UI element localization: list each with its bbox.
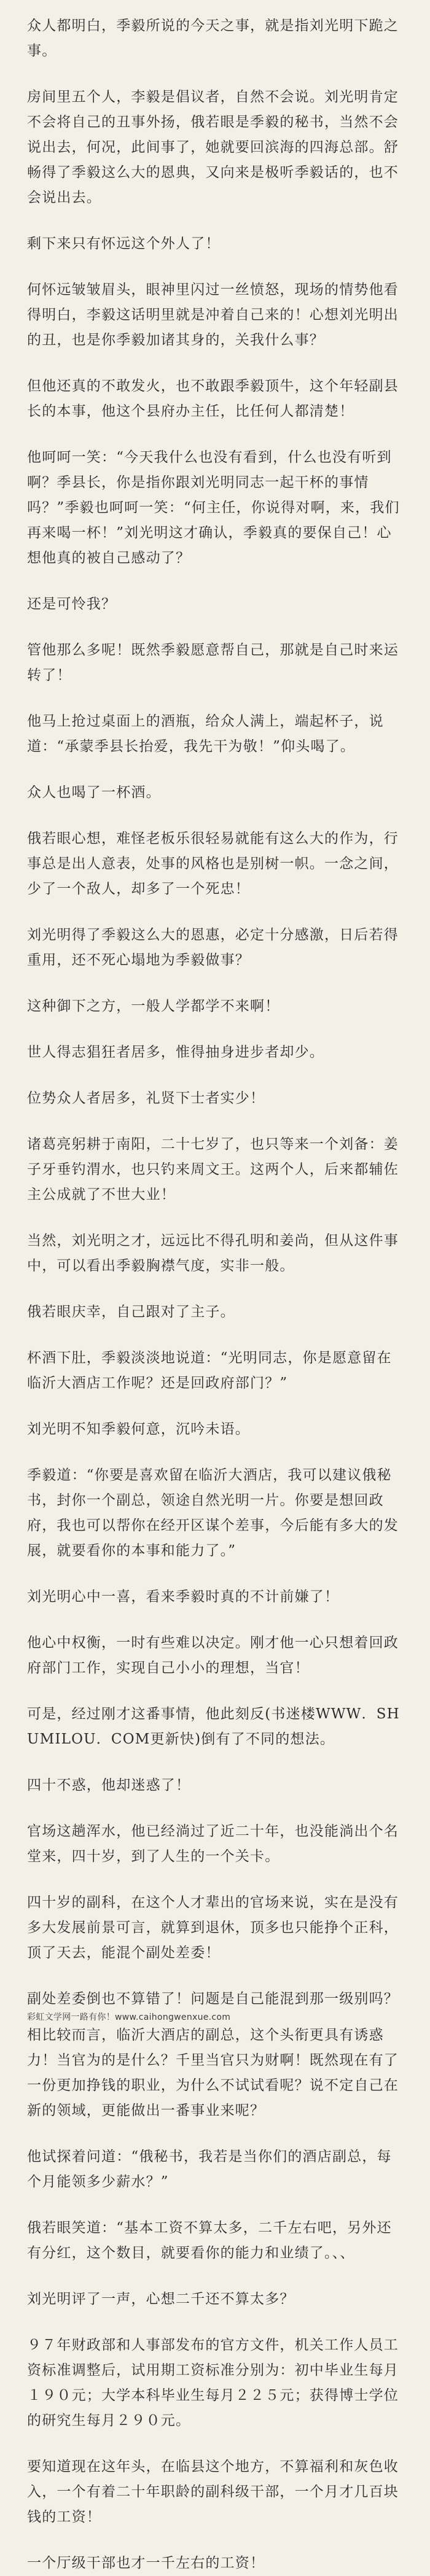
paragraph: 还是可怜我？ xyxy=(27,596,117,612)
paragraph: ９７年财政部和人事部发布的官方文件，机关工作人员工资标准调整后，试用期工资标准分别为：初中毕业生每月１９０元；大学本科毕业生每月２２５元；获得博士学位的研究生每月２９０元。 xyxy=(27,2337,399,2429)
paragraph: 何怀远皱皱眉头，眼神里闪过一丝愤怒，现场的情势他看得明白，李毅这话明里就是冲着自己来的！心想刘光明出的丑，也是你季毅加诸其身的，关我什么事？ xyxy=(27,282,399,348)
paragraph: 四十岁的副科，在这个人才辈出的官场来说，实在是没有多大发展前景可言，就算到退休，顶多也只能挣个正科，顶了天去，能混个副处差委！ xyxy=(27,1895,399,1961)
paragraph: 官场这趟浑水，他已经淌过了近二十年，也没能淌出个名堂来，四十岁，到了人生的一个关卡。 xyxy=(27,1823,399,1864)
site-watermark-line: 彩虹文学网一路有你！www.caihongwenxue.com xyxy=(27,2012,231,2022)
paragraph: 他马上抢过桌面上的酒瓶，给众人满上，端起杯子，说道：“承蒙季县长抬爱，我先干为敬！”仰头喝了。 xyxy=(27,713,384,755)
paragraph: 俄若眼笑道：“基本工资不算太多，二千左右吧，另外还有分红，这个数目，就要看你的能力和业绩了。、、 xyxy=(27,2220,392,2261)
paragraph: 相比较而言，临沂大酒店的副总，这个头衔更具有诱惑力！当官为的是什么？千里当官只为财啊！既然现在有了一份更加挣钱的职业，为什么不试试看呢？说不定自己在新的领域，更能做出一番事业来呢？ xyxy=(27,2027,399,2119)
paragraph: 刘光明得了季毅这么大的恩惠，必定十分感激，日后若得重用，还不死心塌地为季毅做事？ xyxy=(27,927,399,968)
paragraph: 众人也喝了一杯酒。 xyxy=(27,785,161,801)
paragraph: 这种御下之方，一般人学都学不来啊！ xyxy=(27,998,280,1014)
paragraph: 他心中权衡，一时有些难以决定。刚才他一心只想着回政府部门工作，实现自己小小的理想，当官！ xyxy=(27,1635,399,1676)
paragraph: 副处差委倒也不算错了！问题是自己能混到那一级别吗？ xyxy=(27,1991,399,2007)
paragraph: 他呵呵一笑：“今天我什么也没有看到，什么也没有听到啊？季县长，你是指你跟刘光明同志一起干杯的事情吗？”季毅也呵呵一笑：“何主任，你说得对啊，来，我们再来喝一杯！”刘光明这才确认，季毅真的要保自己！心想他真的被自己感动了？ xyxy=(27,449,400,566)
paragraph: 可是，经过刚才这番事情，他此刻反(书迷楼WWW．SHUMILOU．COM更新快)倒有了不同的想法。 xyxy=(27,1706,400,1747)
paragraph: 俄若眼心想，难怪老板乐很轻易就能有这么大的作为，行事总是出人意表，处事的风格也是别树一帜。一念之间，少了一个敌人，却多了一个死忠！ xyxy=(27,831,399,897)
paragraph: 位势众人者居多，礼贤下士者实少！ xyxy=(27,1090,265,1106)
paragraph: 要知道现在这年头，在临县这个地方，不算福利和灰色收入，一个有着二十年职龄的副科级干部，一个月才几百块钱的工资！ xyxy=(27,2459,399,2525)
paragraph: 他试探着问道：“俄秘书，我若是当你们的酒店副总，每个月能领多少薪水？” xyxy=(27,2149,392,2190)
paragraph: 季毅道：“你要是喜欢留在临沂大酒店，我可以建议俄秘书，封你一个副总，领途自然光明一片。你要是想回政府，我也可以帮你在经开区谋个差事，今后能有多大的发展，就要看你的本事和能力了。” xyxy=(27,1467,399,1559)
paragraph: 杯酒下肚，季毅淡淡地说道：“光明同志，你是愿意留在临沂大酒店工作呢？还是回政府部门？” xyxy=(27,1350,392,1391)
paragraph: 当然，刘光明之才，远远比不得孔明和姜尚，但从这件事中，可以看出季毅胸襟气度，实非一般。 xyxy=(27,1233,399,1274)
paragraph: 四十不惑，他却迷惑了！ xyxy=(27,1777,191,1793)
paragraph: 剩下来只有怀远这个外人了！ xyxy=(27,236,221,252)
paragraph: 世人得志猖狂者居多，惟得抽身进步者却少。 xyxy=(27,1044,324,1060)
paragraph: 房间里五个人，李毅是倡议者，自然不会说。刘光明肯定不会将自己的丑事外扬，俄若眼是季毅的秘书，当然不会说出去，何况，此间事了，她就要回滨海的四海总部。舒畅得了季毅这么大的恩典，又向来是极听季毅话的，也不会说出去。 xyxy=(27,89,399,206)
paragraph: 刘光明心中一喜，看来季毅时真的不计前嫌了！ xyxy=(27,1589,340,1605)
paragraph: 刘光明评了一声，心想二千还不算太多？ xyxy=(27,2291,295,2307)
paragraph: 一个厅级干部也才一千左右的工资！ xyxy=(27,2555,265,2571)
paragraph: 管他那么多呢！既然季毅愿意帮自己，那就是自己时来运转了！ xyxy=(27,642,399,683)
paragraph: 俄若眼庆幸，自己跟对了主子。 xyxy=(27,1304,235,1320)
paragraph: 但他还真的不敢发火，也不敢跟季毅顶牛，这个年轻副县长的本事，他这个县府办主任，比任何人都清楚！ xyxy=(27,378,399,419)
paragraph: 诸葛亮躬耕于南阳，二十七岁了，也只等来一个刘备：姜子牙垂钓渭水，也只钓来周文王。这两个人，后来都辅佐主公成就了不世大业！ xyxy=(27,1136,399,1203)
paragraph: 刘光明不知季毅何意，沉吟未语。 xyxy=(27,1421,250,1437)
paragraph: 众人都明白，季毅所说的今天之事，就是指刘光明下跪之事。 xyxy=(27,18,399,59)
